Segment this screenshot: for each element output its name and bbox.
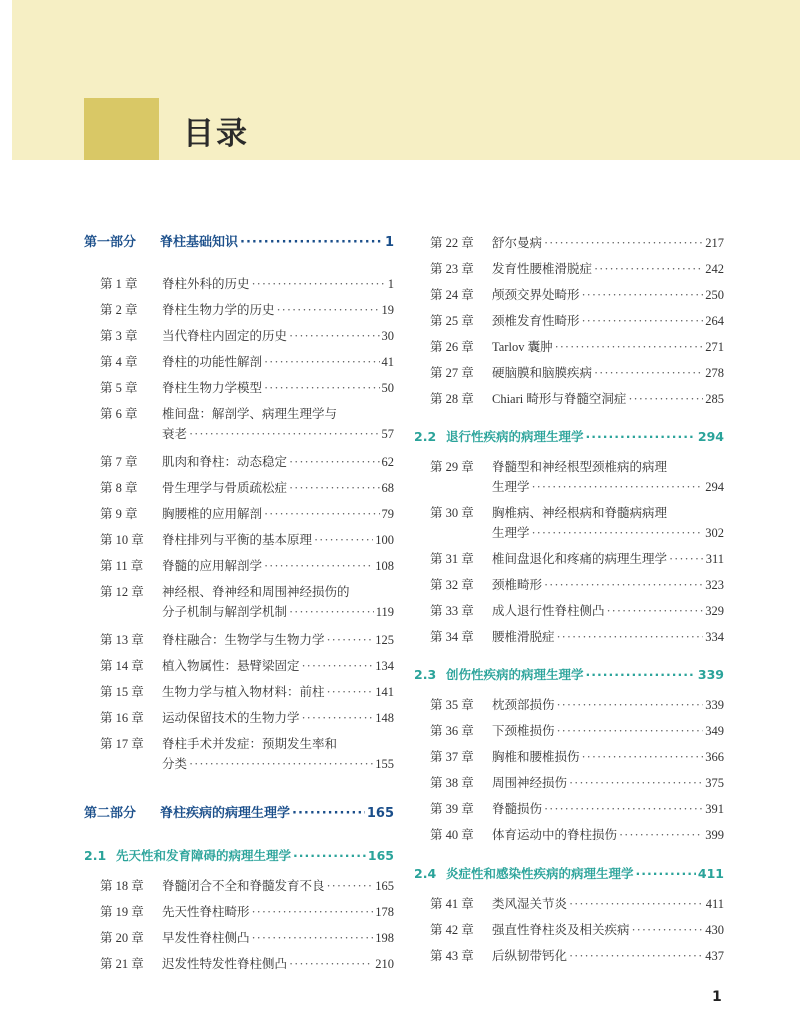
toc-entry[interactable] bbox=[84, 558, 394, 574]
dot-leader bbox=[252, 276, 386, 292]
section-title: 退行性疾病的病理生理学 bbox=[446, 429, 584, 444]
chapter-number: 第 13 章 bbox=[100, 633, 144, 647]
chapter-title: 胸椎和腰椎损伤 bbox=[492, 750, 580, 764]
dot-leader bbox=[544, 235, 703, 251]
page-ref: 141 bbox=[375, 685, 394, 699]
toc-entry[interactable] bbox=[414, 235, 724, 251]
dot-leader bbox=[289, 956, 373, 972]
toc-entry[interactable] bbox=[84, 506, 394, 522]
chapter-title: 颈椎发育性畸形 bbox=[492, 314, 580, 328]
toc-entry[interactable] bbox=[414, 577, 724, 593]
page-ref: 125 bbox=[375, 633, 394, 647]
toc-entry[interactable] bbox=[414, 391, 724, 407]
section-heading[interactable] bbox=[414, 866, 724, 882]
page-ref: 329 bbox=[705, 604, 724, 618]
toc-entry[interactable] bbox=[414, 313, 724, 329]
dot-leader bbox=[252, 904, 374, 920]
dot-leader bbox=[544, 577, 703, 593]
toc-entry[interactable] bbox=[84, 904, 394, 920]
page-ref: 165 bbox=[367, 848, 394, 863]
part-number: 第二部分 bbox=[84, 806, 137, 821]
chapter-title: 神经根、脊神经和周围神经损伤的 bbox=[162, 585, 350, 599]
chapter-number: 第 15 章 bbox=[100, 685, 144, 699]
toc-entry[interactable] bbox=[414, 697, 724, 713]
section-title: 炎症性和感染性疾病的病理生理学 bbox=[446, 866, 634, 881]
chapter-number: 第 27 章 bbox=[430, 366, 474, 380]
page-ref: 278 bbox=[705, 366, 724, 380]
page-ref: 334 bbox=[705, 630, 724, 644]
dot-leader bbox=[582, 313, 704, 329]
chapter-title: 类风湿关节炎 bbox=[492, 897, 568, 911]
page-ref: 165 bbox=[375, 879, 394, 893]
toc-entry-continuation[interactable] bbox=[84, 604, 394, 620]
dot-leader bbox=[277, 302, 380, 318]
toc-entry[interactable] bbox=[84, 302, 394, 318]
dot-leader bbox=[264, 354, 379, 370]
chapter-number: 第 18 章 bbox=[100, 879, 144, 893]
chapter-number: 第 43 章 bbox=[430, 949, 474, 963]
chapter-number: 第 5 章 bbox=[100, 381, 138, 395]
section-title: 创伤性疾病的病理生理学 bbox=[446, 667, 584, 682]
dot-leader bbox=[264, 506, 379, 522]
part-title: 脊柱疾病的病理生理学 bbox=[160, 806, 291, 821]
toc-entry[interactable] bbox=[414, 723, 724, 739]
chapter-title: 胸椎病、神经根病和脊髓病病理 bbox=[492, 506, 668, 520]
chapter-title: 脊柱生物力学的历史 bbox=[162, 303, 275, 317]
dot-leader bbox=[252, 930, 374, 946]
dot-leader bbox=[292, 806, 365, 822]
toc-entry[interactable] bbox=[84, 736, 394, 752]
page-ref: 134 bbox=[375, 659, 394, 673]
chapter-title-continued: 生理学 bbox=[492, 526, 530, 540]
page-ref: 250 bbox=[705, 288, 724, 302]
chapter-number: 第 10 章 bbox=[100, 533, 144, 547]
dot-leader bbox=[327, 684, 374, 700]
toc-entry[interactable] bbox=[414, 801, 724, 817]
page-ref: 242 bbox=[705, 262, 724, 276]
section-heading[interactable] bbox=[84, 848, 394, 864]
dot-leader bbox=[557, 629, 704, 645]
dot-leader bbox=[532, 525, 704, 541]
page-ref: 339 bbox=[697, 667, 724, 682]
chapter-number: 第 22 章 bbox=[430, 236, 474, 250]
chapter-number: 第 36 章 bbox=[430, 724, 474, 738]
chapter-title: 脊髓型和神经根型颈椎病的病理 bbox=[492, 460, 668, 474]
toc-entry[interactable] bbox=[84, 454, 394, 470]
page-ref: 155 bbox=[375, 757, 394, 771]
toc-entry[interactable] bbox=[84, 710, 394, 726]
page-ref: 430 bbox=[705, 923, 724, 937]
page-ref: 366 bbox=[705, 750, 724, 764]
dot-leader bbox=[586, 667, 696, 683]
dot-leader bbox=[586, 429, 696, 445]
page-ref: 1 bbox=[387, 277, 394, 291]
page-ref: 19 bbox=[381, 303, 394, 317]
header-accent-block bbox=[84, 98, 159, 160]
toc-entry[interactable] bbox=[414, 339, 724, 355]
toc-entry[interactable] bbox=[414, 603, 724, 619]
toc-entry[interactable] bbox=[414, 948, 724, 964]
chapter-number: 第 26 章 bbox=[430, 340, 474, 354]
toc-entry[interactable] bbox=[414, 775, 724, 791]
toc-entry[interactable] bbox=[414, 827, 724, 843]
chapter-title: 硬脑膜和脑膜疾病 bbox=[492, 366, 593, 380]
page-ref: 50 bbox=[381, 381, 394, 395]
page-ref: 100 bbox=[375, 533, 394, 547]
chapter-number: 第 25 章 bbox=[430, 314, 474, 328]
chapter-number: 第 42 章 bbox=[430, 923, 474, 937]
toc-entry[interactable] bbox=[84, 930, 394, 946]
dot-leader bbox=[669, 551, 704, 567]
chapter-title: 脊柱融合：生物学与生物力学 bbox=[162, 633, 325, 647]
section-number: 2.3 bbox=[414, 667, 437, 682]
chapter-title: 脊髓的应用解剖学 bbox=[162, 559, 263, 573]
part-heading[interactable] bbox=[84, 235, 394, 251]
toc-entry[interactable] bbox=[84, 584, 394, 600]
page-ref: 41 bbox=[381, 355, 394, 369]
dot-leader bbox=[327, 878, 374, 894]
chapter-number: 第 9 章 bbox=[100, 507, 138, 521]
page-ref: 323 bbox=[705, 578, 724, 592]
page-ref: 264 bbox=[705, 314, 724, 328]
chapter-title-continued: 衰老 bbox=[162, 427, 188, 441]
chapter-title: 先天性脊柱畸形 bbox=[162, 905, 250, 919]
page-title: 目录 bbox=[183, 116, 249, 152]
chapter-number: 第 19 章 bbox=[100, 905, 144, 919]
page-ref: 119 bbox=[375, 605, 394, 619]
page-ref: 285 bbox=[705, 392, 724, 406]
chapter-number: 第 21 章 bbox=[100, 957, 144, 971]
page-ref: 294 bbox=[705, 480, 724, 494]
chapter-title: 体育运动中的脊柱损伤 bbox=[492, 828, 618, 842]
dot-leader bbox=[240, 235, 383, 251]
chapter-title: 成人退行性脊柱侧凸 bbox=[492, 604, 605, 618]
page-ref: 339 bbox=[705, 698, 724, 712]
chapter-title: 生物力学与植入物材料：前柱 bbox=[162, 685, 325, 699]
dot-leader bbox=[569, 896, 704, 912]
toc-entry[interactable] bbox=[414, 896, 724, 912]
chapter-title: 腰椎滑脱症 bbox=[492, 630, 555, 644]
toc-entry[interactable] bbox=[414, 505, 724, 521]
dot-leader bbox=[314, 532, 373, 548]
chapter-title: 强直性脊柱炎及相关疾病 bbox=[492, 923, 630, 937]
section-heading[interactable] bbox=[414, 667, 724, 683]
chapter-title: 脊髓损伤 bbox=[492, 802, 543, 816]
dot-leader bbox=[289, 454, 379, 470]
dot-leader bbox=[289, 480, 379, 496]
chapter-title: 发育性腰椎滑脱症 bbox=[492, 262, 593, 276]
page-ref: 68 bbox=[381, 481, 394, 495]
dot-leader bbox=[636, 866, 696, 882]
toc-entry[interactable] bbox=[414, 459, 724, 475]
page-ref: 108 bbox=[375, 559, 394, 573]
chapter-number: 第 39 章 bbox=[430, 802, 474, 816]
dot-leader bbox=[557, 697, 704, 713]
toc-entry[interactable] bbox=[414, 551, 724, 567]
chapter-title: 骨生理学与骨质疏松症 bbox=[162, 481, 288, 495]
chapter-title: 脊髓闭合不全和脊髓发育不良 bbox=[162, 879, 325, 893]
dot-leader bbox=[594, 365, 703, 381]
chapter-title: 脊柱生物力学模型 bbox=[162, 381, 263, 395]
chapter-number: 第 14 章 bbox=[100, 659, 144, 673]
page-ref: 210 bbox=[375, 957, 394, 971]
chapter-number: 第 17 章 bbox=[100, 737, 144, 751]
dot-leader bbox=[327, 632, 374, 648]
section-number: 2.2 bbox=[414, 429, 437, 444]
chapter-title: 植入物属性：悬臂梁固定 bbox=[162, 659, 300, 673]
chapter-number: 第 34 章 bbox=[430, 630, 474, 644]
page-ref: 399 bbox=[705, 828, 724, 842]
chapter-number: 第 31 章 bbox=[430, 552, 474, 566]
chapter-title: 枕颈部损伤 bbox=[492, 698, 555, 712]
dot-leader bbox=[264, 558, 373, 574]
chapter-title: 下颈椎损伤 bbox=[492, 724, 555, 738]
page-ref: 57 bbox=[381, 427, 394, 441]
part-heading[interactable] bbox=[84, 806, 394, 822]
toc-entry-continuation[interactable] bbox=[84, 426, 394, 442]
chapter-number: 第 6 章 bbox=[100, 407, 138, 421]
chapter-number: 第 20 章 bbox=[100, 931, 144, 945]
chapter-number: 第 35 章 bbox=[430, 698, 474, 712]
chapter-number: 第 4 章 bbox=[100, 355, 138, 369]
dot-leader bbox=[569, 948, 703, 964]
chapter-number: 第 2 章 bbox=[100, 303, 138, 317]
chapter-title: Chiari 畸形与脊髓空洞症 bbox=[492, 392, 627, 406]
toc-entry[interactable] bbox=[84, 878, 394, 894]
toc-entry[interactable] bbox=[414, 261, 724, 277]
chapter-title: 颅颈交界处畸形 bbox=[492, 288, 580, 302]
page-ref: 391 bbox=[705, 802, 724, 816]
page-ref: 302 bbox=[705, 526, 724, 540]
chapter-number: 第 40 章 bbox=[430, 828, 474, 842]
chapter-title: 脊柱外科的历史 bbox=[162, 277, 250, 291]
chapter-number: 第 11 章 bbox=[100, 559, 144, 573]
toc-entry-continuation[interactable] bbox=[414, 479, 724, 495]
dot-leader bbox=[544, 801, 703, 817]
chapter-title: 运动保留技术的生物力学 bbox=[162, 711, 300, 725]
page-ref: 165 bbox=[366, 806, 394, 821]
chapter-number: 第 23 章 bbox=[430, 262, 474, 276]
toc-entry-continuation[interactable] bbox=[84, 756, 394, 772]
dot-leader bbox=[189, 426, 379, 442]
chapter-title: 脊柱排列与平衡的基本原理 bbox=[162, 533, 313, 547]
chapter-number: 第 37 章 bbox=[430, 750, 474, 764]
page-ref: 148 bbox=[375, 711, 394, 725]
chapter-number: 第 30 章 bbox=[430, 506, 474, 520]
dot-leader bbox=[607, 603, 704, 619]
chapter-title: 脊柱的功能性解剖 bbox=[162, 355, 263, 369]
page-ref: 375 bbox=[705, 776, 724, 790]
chapter-title-continued: 分类 bbox=[162, 757, 188, 771]
chapter-number: 第 33 章 bbox=[430, 604, 474, 618]
chapter-title: 早发性脊柱侧凸 bbox=[162, 931, 250, 945]
dot-leader bbox=[264, 380, 379, 396]
toc-entry[interactable] bbox=[414, 287, 724, 303]
chapter-number: 第 7 章 bbox=[100, 455, 138, 469]
chapter-number: 第 41 章 bbox=[430, 897, 474, 911]
page-ref: 79 bbox=[381, 507, 394, 521]
chapter-title: 颈椎畸形 bbox=[492, 578, 543, 592]
toc-entry[interactable] bbox=[84, 328, 394, 344]
page-number: 1 bbox=[712, 989, 722, 1005]
page-ref: 437 bbox=[705, 949, 724, 963]
page-ref: 311 bbox=[705, 552, 724, 566]
chapter-number: 第 16 章 bbox=[100, 711, 144, 725]
page-ref: 411 bbox=[705, 897, 724, 911]
dot-leader bbox=[555, 339, 704, 355]
toc-entry[interactable] bbox=[414, 922, 724, 938]
chapter-number: 第 1 章 bbox=[100, 277, 138, 291]
chapter-number: 第 38 章 bbox=[430, 776, 474, 790]
chapter-title-continued: 分子机制与解剖学机制 bbox=[162, 605, 288, 619]
toc-entry[interactable] bbox=[84, 632, 394, 648]
page-ref: 294 bbox=[697, 429, 724, 444]
chapter-number: 第 28 章 bbox=[430, 392, 474, 406]
toc-entry[interactable] bbox=[84, 956, 394, 972]
toc-entry[interactable] bbox=[84, 354, 394, 370]
toc-entry[interactable] bbox=[84, 532, 394, 548]
dot-leader bbox=[293, 848, 366, 864]
page-ref: 411 bbox=[697, 866, 724, 881]
chapter-title: Tarlov 囊肿 bbox=[492, 340, 553, 354]
section-title: 先天性和发育障碍的病理生理学 bbox=[116, 848, 292, 863]
dot-leader bbox=[594, 261, 703, 277]
toc-entry[interactable] bbox=[414, 749, 724, 765]
chapter-number: 第 32 章 bbox=[430, 578, 474, 592]
dot-leader bbox=[569, 775, 703, 791]
dot-leader bbox=[532, 479, 704, 495]
page-ref: 217 bbox=[705, 236, 724, 250]
page-ref: 30 bbox=[381, 329, 394, 343]
dot-leader bbox=[302, 710, 374, 726]
chapter-title: 脊柱手术并发症：预期发生率和 bbox=[162, 737, 338, 751]
section-number: 2.1 bbox=[84, 848, 107, 863]
dot-leader bbox=[632, 922, 704, 938]
dot-leader bbox=[628, 391, 703, 407]
chapter-title: 周围神经损伤 bbox=[492, 776, 568, 790]
chapter-title-continued: 生理学 bbox=[492, 480, 530, 494]
page-ref: 349 bbox=[705, 724, 724, 738]
page-ref: 1 bbox=[384, 235, 394, 250]
chapter-title: 胸腰椎的应用解剖 bbox=[162, 507, 263, 521]
chapter-number: 第 8 章 bbox=[100, 481, 138, 495]
toc-entry[interactable] bbox=[84, 276, 394, 292]
dot-leader bbox=[619, 827, 703, 843]
section-heading[interactable] bbox=[414, 429, 724, 445]
chapter-title: 椎间盘退化和疼痛的病理生理学 bbox=[492, 552, 668, 566]
toc-entry[interactable] bbox=[84, 480, 394, 496]
dot-leader bbox=[302, 658, 374, 674]
toc-entry[interactable] bbox=[84, 380, 394, 396]
chapter-title: 肌肉和脊柱：动态稳定 bbox=[162, 455, 288, 469]
dot-leader bbox=[582, 749, 704, 765]
page-ref: 178 bbox=[375, 905, 394, 919]
dot-leader bbox=[289, 604, 374, 620]
toc-entry[interactable] bbox=[84, 406, 394, 422]
dot-leader bbox=[289, 328, 379, 344]
chapter-number: 第 12 章 bbox=[100, 585, 144, 599]
chapter-title: 迟发性特发性脊柱侧凸 bbox=[162, 957, 288, 971]
chapter-title: 后纵韧带钙化 bbox=[492, 949, 568, 963]
toc-entry-continuation[interactable] bbox=[414, 525, 724, 541]
chapter-number: 第 24 章 bbox=[430, 288, 474, 302]
dot-leader bbox=[189, 756, 373, 772]
dot-leader bbox=[557, 723, 704, 739]
part-title: 脊柱基础知识 bbox=[160, 235, 239, 250]
section-number: 2.4 bbox=[414, 866, 437, 881]
part-number: 第一部分 bbox=[84, 235, 137, 250]
toc-entry[interactable] bbox=[84, 658, 394, 674]
chapter-title: 舒尔曼病 bbox=[492, 236, 543, 250]
chapter-number: 第 3 章 bbox=[100, 329, 138, 343]
dot-leader bbox=[582, 287, 704, 303]
chapter-title: 当代脊柱内固定的历史 bbox=[162, 329, 288, 343]
page-ref: 271 bbox=[705, 340, 724, 354]
toc-entry[interactable] bbox=[414, 365, 724, 381]
chapter-title: 椎间盘：解剖学、病理生理学与 bbox=[162, 407, 338, 421]
chapter-number: 第 29 章 bbox=[430, 460, 474, 474]
page-ref: 198 bbox=[375, 931, 394, 945]
toc-entry[interactable] bbox=[84, 684, 394, 700]
toc-entry[interactable] bbox=[414, 629, 724, 645]
page-ref: 62 bbox=[381, 455, 394, 469]
